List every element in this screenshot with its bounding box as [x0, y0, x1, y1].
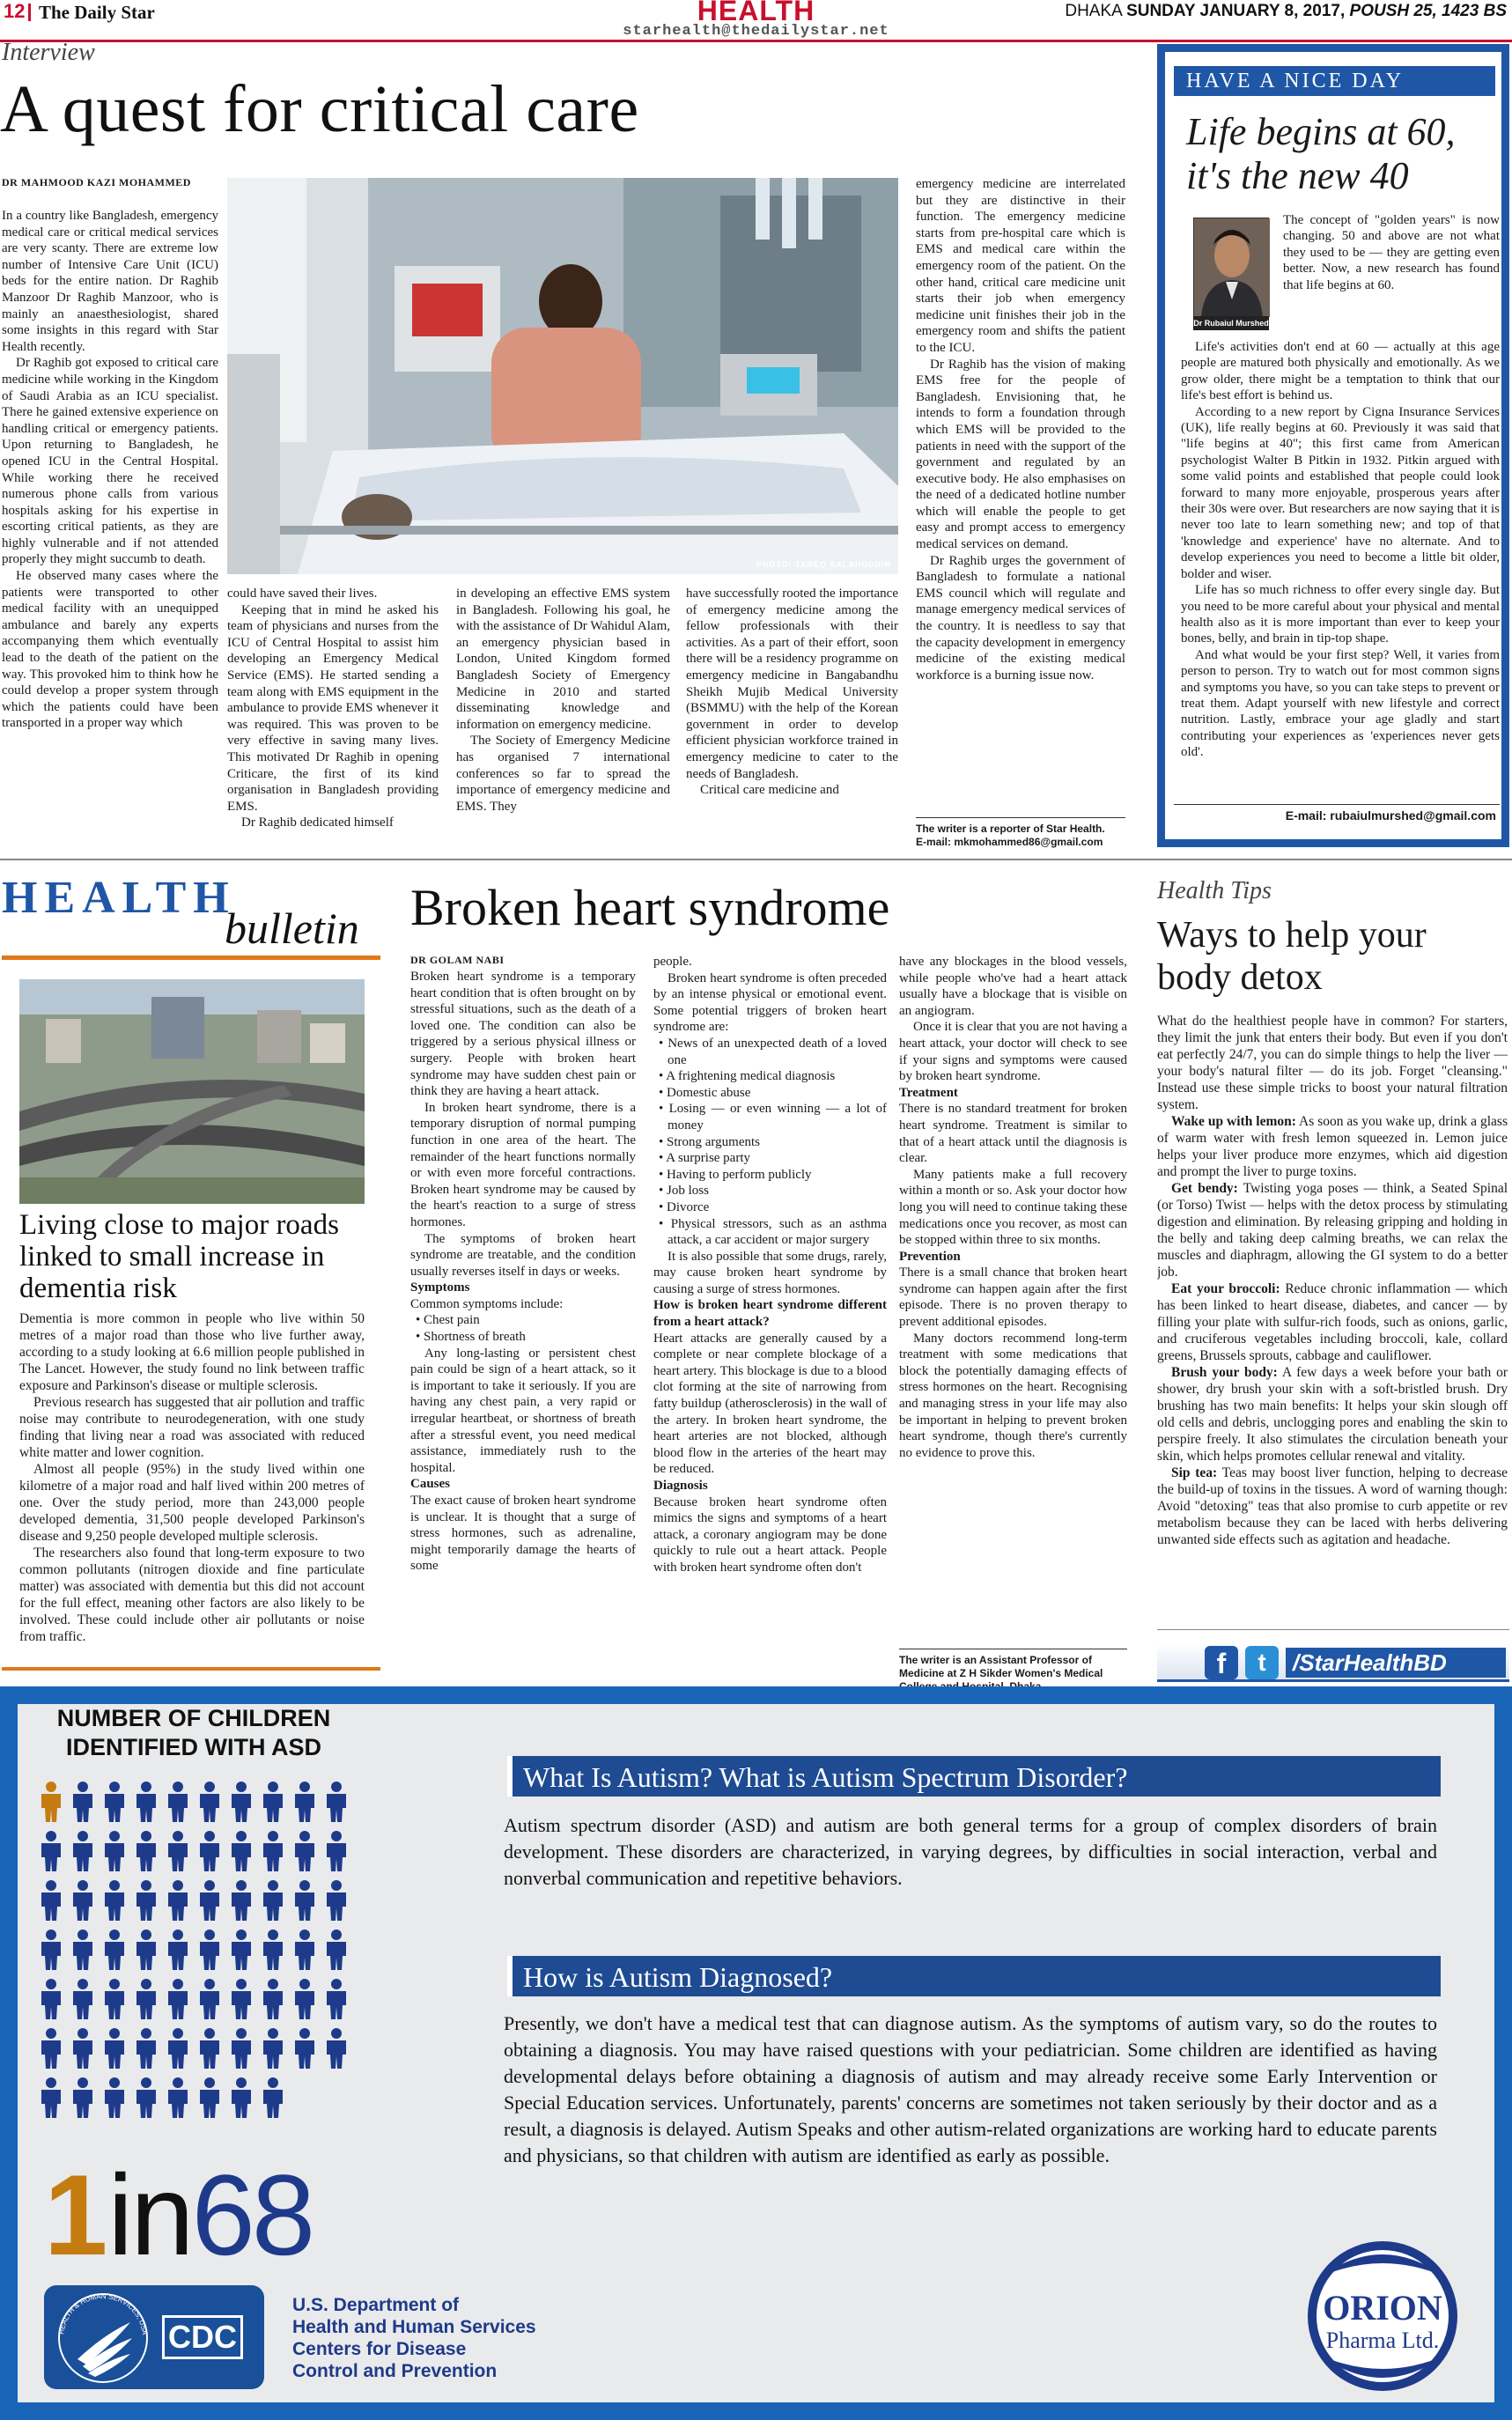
social-handle[interactable]: /StarHealthBD	[1286, 1648, 1506, 1678]
child-figure	[41, 2028, 61, 2069]
paragraph: There is a small chance that broken heart syndrome can happen again after the first episode. There is no proven therapy to prevent additional episodes.	[899, 1265, 1127, 1330]
list-item: • Having to perform publicly	[653, 1167, 887, 1184]
weekday-date: SUNDAY JANUARY 8, 2017,	[1126, 2, 1346, 20]
paragraph: have any blockages in the blood vessels, while people who've had a heart attack usually have a blockage that is visible on an angiogram.	[899, 955, 1127, 1018]
list-item: • A surprise party	[653, 1150, 887, 1167]
paragraph: Broken heart syndrome is often preceded by an intense physical or emotional event. Some potential triggers of broken heart syndrome are:	[653, 970, 887, 1035]
portrait-illustration	[1194, 218, 1270, 317]
child-figure	[168, 2028, 188, 2069]
paragraph: emergency medicine are interrelated but they are distinctive in their function. The emergency medicine starts from pre-hospital care which is EMS and medical care within the emergency room of the patient. On the other hand, critical care medicine unit starts their job when emergency medicine unit finishes their job in the emergency room and shifts the patient to the ICU.	[916, 177, 1125, 355]
child-figure	[105, 2028, 124, 2069]
child-figure	[136, 2077, 156, 2118]
child-figure	[327, 1929, 346, 1970]
bulletin-title-word1: HEALTH	[2, 873, 236, 923]
social-banner	[1157, 1643, 1509, 1682]
child-figure	[73, 1831, 92, 1871]
paragraph: Dr Raghib has the vision of making EMS free for the people of Bangladesh. Envisioning that, he intends to form a foundation through which EMS will be provided to the patients in need with the support of the government and regulated by an executive body. He also emphasises on the need of a dedicated hotline number which will enable the people to get easy and prompt access to emergency medical services on demand.	[916, 357, 1125, 552]
tip-item	[1157, 1280, 1508, 1364]
autism-panel	[18, 1704, 1494, 2402]
child-figure	[136, 1929, 156, 1970]
tips-rule	[1157, 1629, 1509, 1630]
paper-name: The Daily Star	[39, 2, 155, 23]
cdc-line: Centers for Disease	[292, 2339, 467, 2359]
asd-figure-grid	[35, 1773, 370, 2195]
child-figure	[232, 2028, 251, 2069]
paragraph: could have saved their lives.	[227, 587, 378, 601]
issue-date	[1065, 2, 1507, 21]
child-figure	[105, 1929, 124, 1970]
tip-title: Get bendy:	[1171, 1181, 1238, 1196]
child-figure	[263, 1831, 283, 1871]
ratio-total: 68	[191, 2151, 313, 2279]
list-item: • Divorce	[653, 1199, 887, 1216]
child-figure	[168, 1880, 188, 1921]
bulletin-bottom-rule	[2, 1667, 380, 1671]
interview-writer-note	[916, 823, 1136, 849]
tip-text: A few days a week before your bath or shower, dry brush your skin with a soft-bristled brush. Dry brushing has two main benefits: It helps your skin slough off old cells and debris, unclogging pores and enabling the skin to perspire freely. It also stimulates the circulation beneath your skin, which helps promotes cellular renewal and vitality.	[1157, 1365, 1508, 1464]
diagnosis-heading: Diagnosis	[653, 1479, 708, 1493]
tip-title: Brush your body:	[1171, 1365, 1278, 1380]
child-figure	[327, 1831, 346, 1871]
child-figure	[200, 2028, 219, 2069]
child-figure	[136, 1782, 156, 1822]
writer-email: E-mail: mkmohammed86@gmail.com	[916, 836, 1103, 848]
interview-column-1	[2, 208, 218, 867]
child-figure	[295, 1880, 314, 1921]
child-figure	[200, 1979, 219, 2019]
paragraph: He observed many cases where the patients were transported to other medical facility with an unequipped ambulance and barely any experts accompanying them which eventually lead to the death of the patient on the way. This provoked him to think how he could develop a proper system through which the patients could have been transported in a proper way which	[2, 569, 218, 731]
child-figure	[41, 1880, 61, 1921]
interview-column-5	[916, 176, 1125, 810]
child-figure	[105, 1979, 124, 2019]
tip-text: Reduce chronic inflammation — which has been linked to heart disease, diabetes, and cancer — by filling your plate with sulfur-rich foods, such as onions, garlic, and cruciferous vegetables including broccoli, kale, collard greens, Brussels sprouts, cabbage and cauliflower.	[1157, 1281, 1508, 1363]
child-figure	[327, 1979, 346, 2019]
child-figure	[263, 2077, 283, 2118]
svg-text:HEALTH & HUMAN SERVICES, USA	[57, 2292, 149, 2336]
paragraph: The symptoms of broken heart syndrome are treatable, and the condition usually reverses itself in days or weeks.	[410, 1231, 636, 1279]
tip-item	[1157, 1113, 1508, 1180]
page-number: 12	[4, 0, 26, 22]
list-item: • Chest pain	[410, 1312, 636, 1329]
hhs-eagle-icon	[51, 2291, 155, 2386]
child-figure	[168, 1782, 188, 1822]
nice-day-email: E-mail: rubaiulmurshed@gmail.com	[1285, 808, 1496, 823]
asd-ratio	[44, 2149, 312, 2308]
child-figure	[200, 1782, 219, 1822]
broken-heart-writer-note: The writer is an Assistant Professor of Medicine at Z H Sikder Women's Medical	[899, 1654, 1103, 1679]
child-figure	[41, 1929, 61, 1970]
child-figure	[295, 1979, 314, 2019]
bengali-date: POUSH 25, 1423 BS	[1349, 2, 1507, 20]
tip-text: Teas may boost liver function, helping to decrease the build-up of toxins in the tissues. A word of warning though: Avoid "detoxing" teas that also promise to curb appetite or rev metabolism because they can be laced with herbs delivering unwanted side effects such as agitation and headache.	[1157, 1465, 1508, 1547]
cdc-logo	[44, 2285, 264, 2389]
cdc-line: Health and Human Services	[292, 2317, 536, 2337]
child-figure	[263, 1929, 283, 1970]
bulletin-body	[19, 1310, 365, 1671]
paragraph: The Society of Emergency Medicine has organised 7 international conferences so far to spread the importance of emergency medicine and EMS. They	[456, 734, 670, 814]
cdc-line: U.S. Department of	[292, 2295, 460, 2315]
child-figure	[105, 1880, 124, 1921]
paragraph: Previous research has suggested that air pollution and traffic noise may contribute to neurodegeneration, with one study finding that living near a road was associated with reduced white matter and lower cognition.	[19, 1395, 365, 1460]
tips-body	[1157, 1013, 1508, 1620]
child-figure	[73, 1979, 92, 2019]
child-figure	[73, 2028, 92, 2069]
city: DHAKA	[1065, 2, 1122, 20]
writer-rule	[916, 817, 1125, 818]
asd-title: NUMBER OF CHILDREN IDENTIFIED WITH ASD	[56, 1705, 331, 1760]
child-figure	[73, 1782, 92, 1822]
paragraph: Dr Raghib urges the government of Bangladesh to formulate a national EMS council which will regulate and manage emergency medical services of the country. It is needless to say that the capacity development in emergency medicine of the existing medical workforce is a burning issue now.	[916, 553, 1125, 682]
child-figure	[232, 1929, 251, 1970]
paragraph: And what would be your first step? Well, it varies from person to person. Try to watch out for most common signs and symptoms you have, so you can take steps to prevent or treat them. Adapt yourself with new lifestyle and correct nutrition. Lastly, embrace your age gladly and start contributing your experiences as 'experiences never gets old'.	[1181, 647, 1500, 760]
tip-title: Wake up with lemon:	[1171, 1114, 1296, 1129]
child-figure	[232, 2077, 251, 2118]
paragraph: Almost all people (95%) in the study lived within one kilometre of a major road and half lived within 200 metres of one. Over the study period, more than 243,000 people developed dementia, 31,500 people developed Parkinson's disease and 9,250 people developed multiple sclerosis.	[19, 1462, 365, 1544]
child-figure	[295, 1782, 314, 1822]
paragraph: Keeping that in mind he asked his team of physicians and nurses from the ICU of Central Hospital to assist him developing an Emergency Medical Service (EMS). He started sending a team along with EMS equipment in the ambulance to provide EMS whenever it was required. This was proven to be very effective in saving many lives. This motivated Dr Raghib in opening Criticare, the first of its kind organisation in Bangladesh providing EMS.	[227, 602, 439, 814]
list-item: • Strong arguments	[653, 1134, 887, 1151]
writer-note: The writer is a reporter of Star Health.	[916, 823, 1105, 835]
list-item: • Shortness of breath	[410, 1329, 636, 1346]
broken-heart-column-3	[899, 954, 1127, 1616]
child-figure	[295, 1929, 314, 1970]
child-figure	[168, 2077, 188, 2118]
sponsor-sub: Pharma Ltd.	[1325, 2328, 1440, 2353]
nice-day-intro	[1283, 212, 1500, 336]
paragraph: Many doctors recommend long-term treatment with some medications that block the potentially damaging effects of stress hormones on the heart. Recognising and managing stress in your life may also be important in helping to prevent broken heart syndrome, though there's currently no evidence to prove this.	[899, 1331, 1127, 1460]
child-figure	[105, 2077, 124, 2118]
paragraph: According to a new report by Cigna Insurance Services (UK), life really begins at 60. Previously it was said that "life begins at 40"; this first came from American psychologist Walter B Pitkin in 1932. Pitkin argued with some valid points and established that people could look forward to many more enjoyable, prosperous years after their 30s were over. But researchers are now saying that it is never too late to learn something new; and top of that 'knowledge and experience' have no alternate. And to develop experiences you need to become a little bit older, bolder and wiser.	[1181, 404, 1500, 581]
child-figure	[327, 1880, 346, 1921]
section-divider	[0, 859, 1512, 860]
triggers-list	[653, 1036, 887, 1249]
child-figure	[232, 1880, 251, 1921]
child-figure	[232, 1831, 251, 1871]
symptoms-heading: Symptoms	[410, 1280, 470, 1295]
list-item: • Job loss	[653, 1183, 887, 1199]
how-diagnosed-heading: How is Autism Diagnosed?	[507, 1956, 1441, 1996]
photo-credit: PHOTO: TAREQ SALAHUDDIN	[756, 560, 891, 569]
interview-byline: DR MAHMOOD KAZI MOHAMMED	[2, 176, 191, 188]
child-figure	[263, 1979, 283, 2019]
tip-item	[1157, 1364, 1508, 1465]
nice-day-title: Life begins at 60, it's the new 40	[1186, 110, 1456, 197]
child-figure	[136, 2028, 156, 2069]
bulletin-headline: Living close to major roads linked to small increase in dementia risk	[19, 1209, 339, 1304]
child-figure	[200, 1831, 219, 1871]
symptoms-list	[410, 1312, 636, 1345]
child-figure	[136, 1979, 156, 2019]
bulletin-title-word2: bulletin	[225, 904, 359, 953]
child-figure	[327, 1782, 346, 1822]
how-diagnosed-text: Presently, we don't have a medical test that can diagnose autism. As the symptoms of autism vary, so do the routes to obtaining a diagnosis. You may have raised questions with your pediatrician. Some children are identified as having developmental delays before obtaining a diagnosis of autism and may already receive some Early Intervention or Special Education services. Unfortunately, parents' concerns are sometimes not taken seriously by their doctor and as a result, a diagnosis is delayed. Autism Speaks and other autism-related organizations are working hard to educate parents and physicians, so that children with autism are identified as early as possible.	[504, 2012, 1437, 2166]
interview-column-2	[227, 586, 439, 850]
page-header	[0, 0, 1512, 42]
child-figure	[41, 1831, 61, 1871]
nice-day-body	[1181, 339, 1500, 813]
nice-day-rule	[1174, 804, 1500, 805]
nice-day-tag: HAVE A NICE DAY	[1174, 66, 1495, 96]
nice-day-box	[1157, 44, 1509, 847]
ratio-in: in	[107, 2151, 192, 2279]
tips-headline: Ways to help your body detox	[1157, 915, 1427, 998]
prevention-heading: Prevention	[899, 1249, 961, 1264]
child-figure	[232, 1782, 251, 1822]
portrait-caption: Dr Rubaiul Murshed	[1193, 316, 1269, 330]
paragraph: In broken heart syndrome, there is a temporary disruption of normal pumping function in one area of the heart. The remainder of the heart functions normally or with even more forceful contractions. Broken heart syndrome may be caused by the heart's reaction to a surge of stress hormones.	[410, 1100, 636, 1229]
paragraph: Any long-lasting or persistent chest pain could be sign of a heart attack, so it is important to take it seriously. If you are having any chest pain, a very rapid or irregular heartbeat, or shortness of breath after a stressful event, you need medical assistance, immediately rush to the hospital.	[410, 1346, 636, 1475]
section-title: HEALTH	[697, 0, 815, 26]
list-item: • Losing — or even winning — a lot of money	[653, 1101, 887, 1133]
causes-heading: Causes	[410, 1477, 451, 1492]
what-is-autism-text: Autism spectrum disorder (ASD) and autism are both general terms for a group of complex disorders of brain development. These disorders are characterized, in varying degrees, by difficulties in social interaction, verbal and nonverbal communication and repetitive behaviors.	[504, 1814, 1437, 1889]
interview-column-3	[456, 586, 670, 850]
paragraph: The researchers also found that long-term exposure to two common pollutants (nitrogen dioxide and fine particulate matter) was associated with dementia but this did not account for the full effect, meaning other factors are also likely to be involved. These could include other air pollutants or noise from traffic.	[19, 1546, 365, 1644]
paragraph: Life's activities don't end at 60 — actually at this age people are matured both physically and emotionally. As we grow older, there might be a temptation to think that our life's best effort is behind us.	[1181, 340, 1500, 403]
paragraph: The concept of "golden years" is now changing. 50 and above are not what they used to be — they are getting even better. Now, a new research has found that life begins at 60.	[1283, 213, 1500, 292]
tip-item	[1157, 1180, 1508, 1280]
child-figure	[73, 1929, 92, 1970]
interview-headline: A quest for critical care	[0, 72, 639, 146]
paragraph: In a country like Bangladesh, emergency medical care or critical medical services are very scanty. There are extreme low number of Intensive Care Unit (ICU) beds for the entire nation. Dr Raghib Manzoor Dr Raghib Manzoor, who is mainly an anaesthesiologist, shared some insights in this regard with Star Health recently.	[2, 209, 218, 354]
paragraph: The exact cause of broken heart syndrome is unclear. It is thought that a surge of stress hormones, such as adrenaline, might temporarily damage the hearts of some	[410, 1494, 636, 1574]
tip-item	[1157, 1465, 1508, 1548]
child-figure	[200, 2077, 219, 2118]
paragraph: Heart attacks are generally caused by a complete or near complete blockage of a heart artery. This blockage is due to a blood clot forming at the site of narrowing from fatty buildup (atherosclerosis) in the wall of the artery. In broken heart syndrome, the heart arteries are not blocked, although blood flow in the arteries of the heart may be reduced.	[653, 1331, 887, 1477]
paragraph: It is also possible that some drugs, rarely, may cause broken heart syndrome by causing a surge of stress hormones.	[653, 1249, 887, 1296]
interview-kicker: Interview	[2, 39, 95, 66]
child-figure	[136, 1831, 156, 1871]
paragraph: have successfully rooted the importance of emergency medicine among the fellow professionals with their activities. As a part of their effort, soon there will be a residency programme on emergency medicine in Bangabandhu Sheikh Mujib Medical University (BSMMU) with the help of the Korean government in order to develop efficient physician workforce trained in emergency medicine to cater to the needs of Bangladesh.	[686, 587, 898, 781]
interview-column-4	[686, 586, 898, 850]
child-figure	[263, 1880, 283, 1921]
broken-heart-column-2	[653, 954, 887, 1667]
child-figure	[200, 1880, 219, 1921]
difference-heading: How is broken heart syndrome different from a heart attack?	[653, 1298, 887, 1330]
facebook-icon[interactable]: f	[1205, 1646, 1238, 1679]
cdc-name	[292, 2294, 536, 2382]
road-illustration	[19, 979, 365, 1204]
hospital-photo	[227, 178, 898, 574]
tip-text: As soon as you wake up, drink a glass of warm water with fresh lemon squeezed in. Lemon juice helps your liver produce more enzymes, which aid digestion and prompt the liver to purge toxins.	[1157, 1114, 1508, 1179]
road-photo	[19, 979, 365, 1204]
child-figure	[200, 1929, 219, 1970]
paragraph: in developing an effective EMS system in Bangladesh. Following his goal, he with the assistance of Dr Wahidul Alam, an emergency physician based in London, United Kingdom formed Bangladesh Society of Emergency Medicine in 2010 and started disseminating knowledge and information on emergency medicine.	[456, 587, 670, 732]
autism-advert	[0, 1686, 1512, 2420]
paragraph: Many patients make a full recovery within a month or so. Ask your doctor how long you will need to continue taking these medications once you recover, as most can be stopped within three to six months.	[899, 1167, 1127, 1248]
tip-title: Eat your broccoli:	[1171, 1281, 1280, 1296]
orion-logo	[1303, 2241, 1462, 2391]
cdc-label: CDC	[162, 2315, 243, 2359]
child-figure	[263, 2028, 283, 2069]
child-figure	[168, 1929, 188, 1970]
cdc-line: Control and Prevention	[292, 2361, 498, 2381]
child-figure	[232, 1979, 251, 2019]
child-figure	[41, 1979, 61, 2019]
broken-heart-headline: Broken heart syndrome	[410, 879, 890, 936]
child-figure	[168, 1979, 188, 2019]
paragraph: Dr Raghib dedicated himself	[241, 815, 394, 830]
child-figure	[105, 1831, 124, 1871]
child-figure	[73, 1880, 92, 1921]
child-figure	[136, 1880, 156, 1921]
paragraph: Critical care medicine and	[700, 783, 839, 798]
tips-kicker: Health Tips	[1157, 877, 1272, 904]
photo-illustration	[227, 178, 898, 574]
broken-heart-byline: DR GOLAM NABI	[410, 954, 505, 966]
child-figure	[41, 2077, 61, 2118]
what-is-autism-heading: What Is Autism? What is Autism Spectrum Disorder?	[507, 1756, 1441, 1797]
hhs-seal-text: HEALTH & HUMAN SERVICES, USA	[57, 2291, 149, 2335]
list-item: • A frightening medical diagnosis	[653, 1068, 887, 1085]
paragraph: Dementia is more common in people who live within 50 metres of a major road than those who live further away, according to a study looking at 6.6 million people published in The Lancet. However, the study found no link between traffic exposure and Parkinson's disease or multiple sclerosis.	[19, 1311, 365, 1393]
paragraph: people.	[653, 955, 692, 969]
child-figure	[105, 1782, 124, 1822]
ratio-one: 1	[44, 2151, 108, 2279]
treatment-heading: Treatment	[899, 1085, 958, 1100]
section-email: starhealth@thedailystar.net	[623, 23, 889, 40]
child-figure	[327, 2028, 346, 2069]
paragraph: Because broken heart syndrome often mimics the signs and symptoms of a heart attack, a coronary angiogram may be done quickly to rule out a heart attack. People with broken heart syndrome often don't	[653, 1494, 887, 1575]
child-figure	[295, 2028, 314, 2069]
author-portrait	[1193, 218, 1269, 316]
symptoms-intro: Common symptoms include:	[410, 1296, 564, 1311]
sponsor-name: ORION	[1323, 2288, 1442, 2328]
child-figure	[168, 1831, 188, 1871]
child-figure	[263, 1782, 283, 1822]
paragraph: Dr Raghib got exposed to critical care medicine while working in the Kingdom of Saudi Arabia as an ICU specialist. There he gained extensive experience on handling critical or emergency patients. Upon returning to Bangladesh, he opened ICU in the Central Hospital. While working there he received numerous phone calls from various hospitals asking for his expertise in escorting critical patients, as they are highly vulnerable and if not attended properly they might succumb to death.	[2, 356, 218, 567]
paragraph: There is no standard treatment for broken heart syndrome. Treatment is similar to that of a heart attack until the diagnosis is clear.	[899, 1102, 1127, 1166]
tip-text: Twisting yoga poses — think, a Seated Spinal (or Torso) Twist — helps with the detox process by stimulating digestion and elimination. By releasing gripping and holding in the belly and taking deep calming breaths, we can relax the muscles and diaphragm, allowing the GI system to do a better job.	[1157, 1181, 1508, 1280]
list-item: • News of an unexpected death of a loved one	[653, 1036, 887, 1068]
child-figure	[73, 2077, 92, 2118]
paragraph: Broken heart syndrome is a temporary heart condition that is often brought on by stressful situations, such as the death of a loved one. The condition can also be triggered by a serious physical illness or surgery. People with broken heart syndrome may have sudden chest pain or think they are having a heart attack.	[410, 970, 636, 1099]
broken-heart-column-1	[410, 969, 636, 1664]
list-item: • Physical stressors, such as an asthma attack, a car accident or major surgery	[653, 1216, 887, 1249]
twitter-icon[interactable]: t	[1245, 1646, 1279, 1679]
list-item: • Domestic abuse	[653, 1085, 887, 1102]
bulletin-rule	[2, 955, 380, 960]
paragraph: Life has so much richness to offer every single day. But you need to be more careful about your physical and mental health also as it is more important than ever to keep your bones, belly, and brain in tip-top shape.	[1181, 583, 1500, 646]
paragraph: Once it is clear that you are not having a heart attack, your doctor will check to see if your signs and symptoms were caused by broken heart syndrome.	[899, 1020, 1127, 1084]
child-figure-highlighted	[41, 1782, 61, 1822]
tips-intro: What do the healthiest people have in common? For starters, they limit the junk that enters their body. But even if you don't eat perfectly 24/7, you can do simple things to help the liver — your body's natural filter — do its job. Forget "cleansing." Instead use these simple tricks to boost your natural filtration system.	[1157, 1014, 1508, 1112]
child-figure	[295, 1831, 314, 1871]
tip-title: Sip tea:	[1171, 1465, 1218, 1480]
